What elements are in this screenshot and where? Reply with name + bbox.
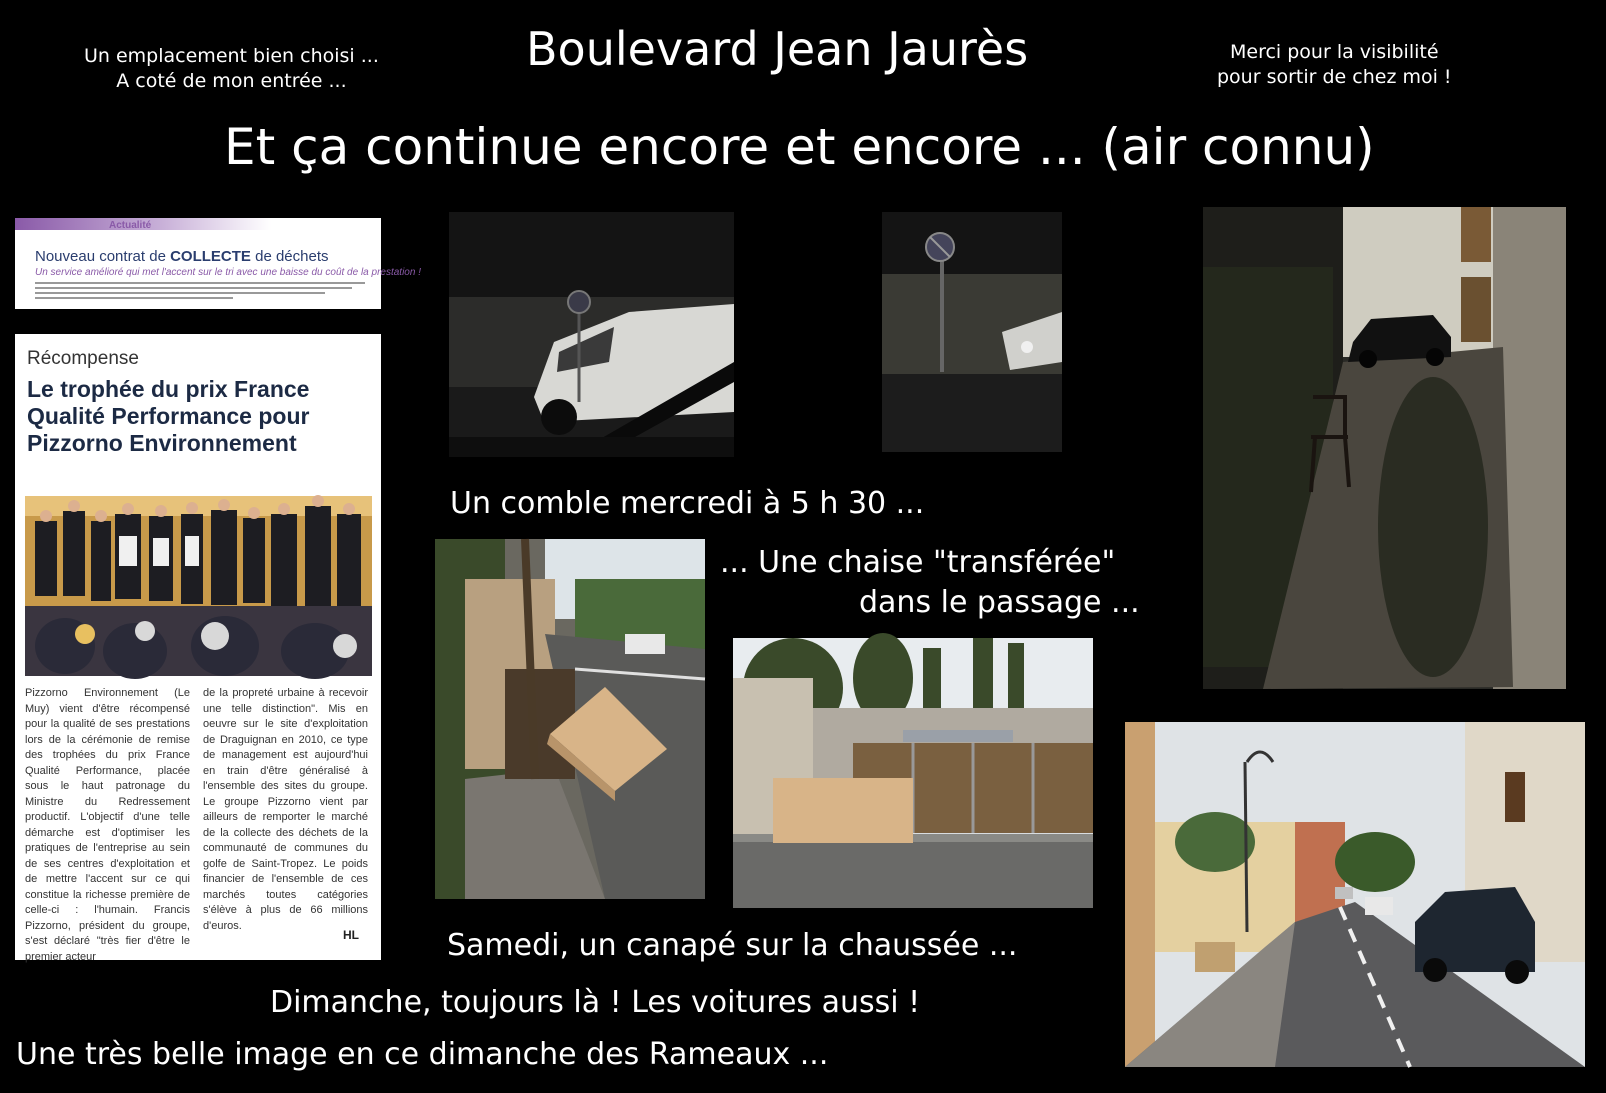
header-left-line2: A coté de mon entrée ... (116, 70, 347, 92)
page-subtitle: Et ça continue encore et encore ... (air connu) (224, 118, 1375, 176)
clipping-band (15, 218, 381, 230)
photo-sofa-sidewalk (435, 539, 705, 899)
clipping-body-lines (35, 282, 365, 302)
night-photo-sign (882, 212, 1062, 452)
clipping-title-prefix: Nouveau contrat de (35, 248, 171, 265)
photo-street-cars (1125, 722, 1585, 1067)
photo-chair-passage (1203, 207, 1566, 689)
header-right-line1: Merci pour la visibilité (1230, 41, 1439, 63)
photo-sofa-bins (733, 638, 1093, 908)
ceremony-photo (25, 496, 372, 676)
clipping2-column-1: Pizzorno Environnement (Le Muy) vient d'être récompensé pour la qualité de ses prestations lors de la cérémonie de remise des trophées du prix France Qualité Performance, placée sous le haut patronage du Ministre du Redressement productif. L'objectif d'une telle démarche est d'optimiser les pratiques de l'entreprise au sein de ses centres d'exploitation et de mettre l'accent sur ce qui constitue la richesse première de celle-ci : l'humain. Francis Pizzorno, président du groupe, s'est déclaré "très fier d'être le premier acteur (25, 687, 190, 963)
header-left-line1: Un emplacement bien choisi ... (84, 45, 379, 67)
clipping-kicker: Actualité (109, 220, 152, 231)
caption-dimanche: Dimanche, toujours là ! Les voitures aussi ! (270, 985, 921, 1020)
clipping-title-suffix: de déchets (250, 248, 329, 265)
caption-chaise-1: ... Une chaise "transférée" (720, 545, 1116, 580)
no-parking-sign-icon (568, 291, 590, 313)
caption-samedi: Samedi, un canapé sur la chaussée ... (447, 928, 1018, 963)
page-title: Boulevard Jean Jaurès (526, 22, 1029, 76)
clipping-title (35, 248, 329, 265)
caption-comble: Un comble mercredi à 5 h 30 ... (450, 486, 925, 521)
header-left-note (84, 44, 379, 94)
header-right-line2: pour sortir de chez moi ! (1217, 66, 1452, 88)
clipping2-kicker: Récompense (27, 348, 139, 369)
no-parking-sign-icon (926, 233, 954, 261)
newspaper-clipping-collecte (15, 218, 421, 309)
clipping2-headline: Le trophée du prix France Qualité Performance pour Pizzorno Environnement (27, 376, 310, 456)
caption-chaise-2: dans le passage ... (859, 585, 1140, 620)
clipping2-column-2: de la propreté urbaine à recevoir une telle distinction". Mis en oeuvre sur le site d'exploitation de Draguignan en 2010, ce type de management est aujourd'hui en train d'être généralisé à l'ensemble des sites du groupe. Le groupe Pizzorno vient par ailleurs de remporter le marché de la collecte des déchets de la communauté de communes du golfe de Saint-Tropez. Le poids financier de l'ensemble de ces marchés toutes catégories s'élève à plus de 66 millions d'euros. (203, 687, 368, 932)
night-photo-van (449, 212, 734, 457)
newspaper-clipping-trophee (15, 334, 381, 963)
clipping-title-bold: COLLECTE (170, 248, 251, 265)
clipping2-signature: HL (343, 928, 359, 942)
header-right-note (1217, 40, 1452, 90)
caption-rameaux: Une très belle image en ce dimanche des Rameaux ... (16, 1037, 829, 1072)
clipping-subtitle: Un service amélioré qui met l'accent sur le tri avec une baisse du coût de la prestation ! (35, 267, 421, 278)
